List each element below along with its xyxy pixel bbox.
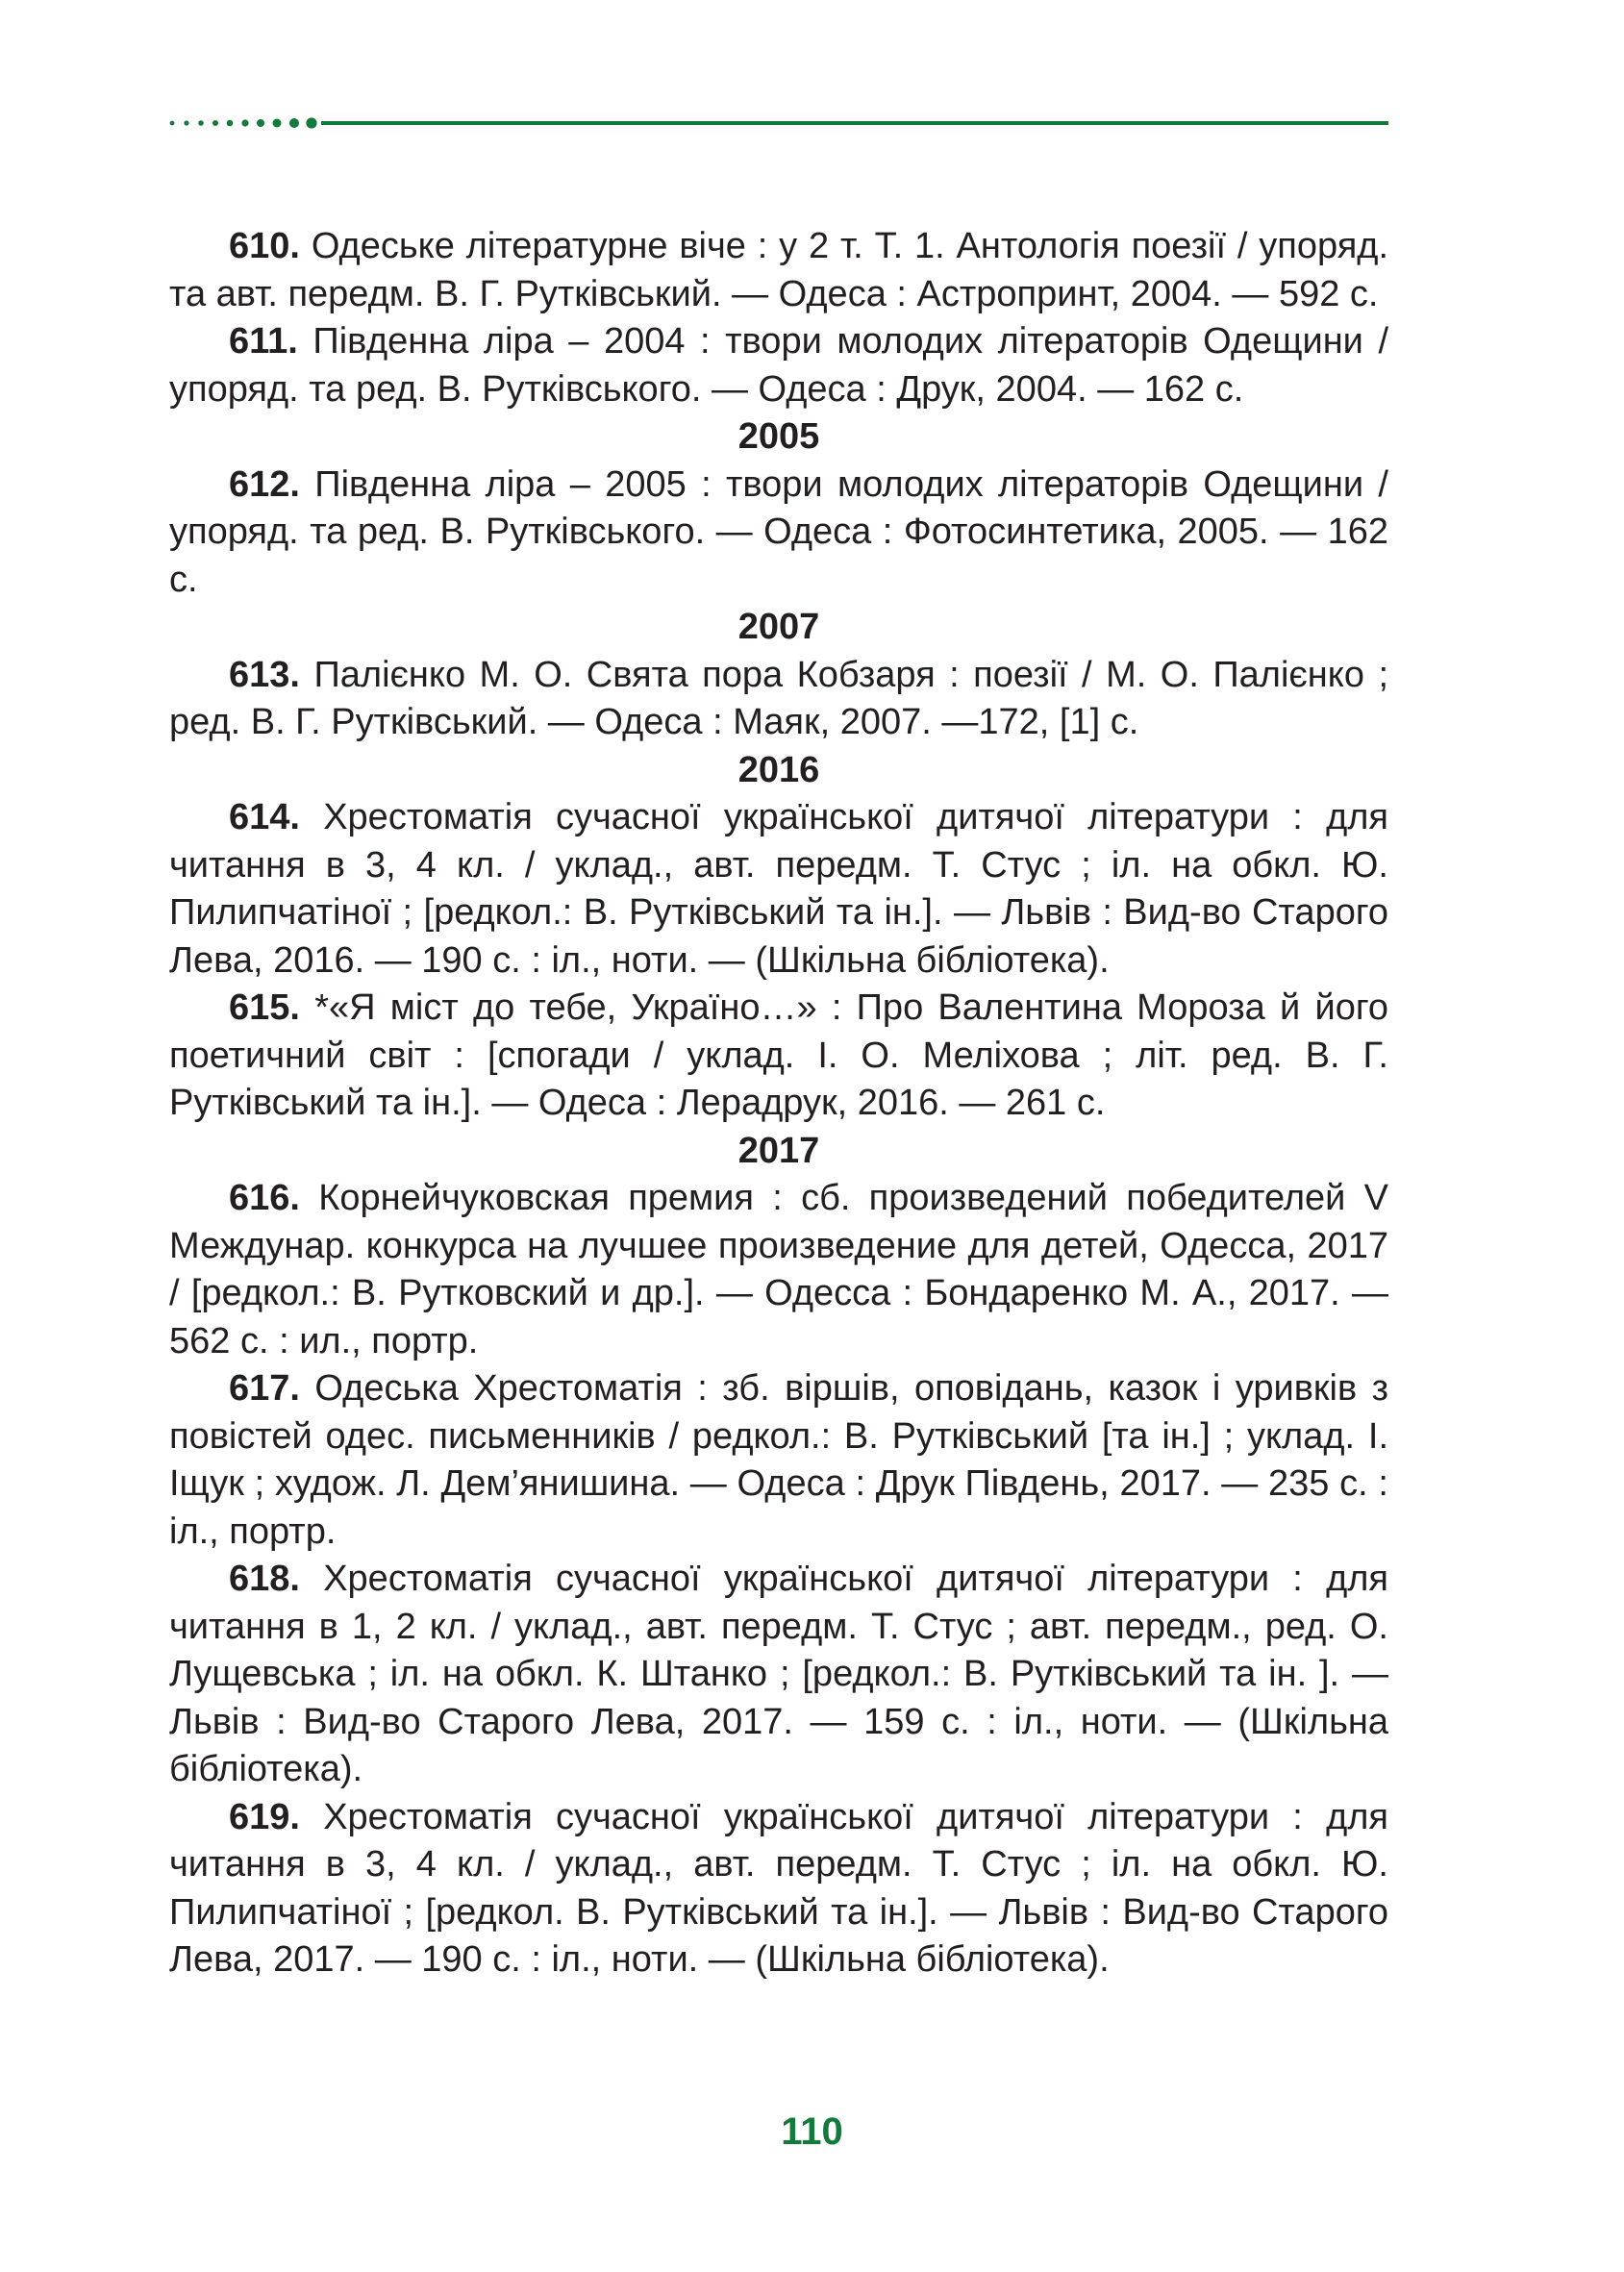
bibliography-entry [169, 1556, 1388, 1794]
year-heading: 2016 [737, 749, 820, 790]
year-heading: 2007 [737, 607, 820, 647]
entry-text: Хрестоматія сучасної української дитячої літератури : для читання в 3, 4 кл. / уклад., авт. передм. Т. Стус ; іл. на обкл. Ю. Пилипчатіної ; [редкол. В. Рутківський та ін.]. — Львів : Вид-во Старого Лева, 2017. — 190 с. : іл., ноти. — (Шкільна бібліотека). [169, 1796, 1388, 1980]
entry-number: 619. [229, 1796, 300, 1837]
bibliography-list [169, 223, 1388, 1985]
entry-text: Одеська Хрестоматія : зб. віршів, оповідань, казок і уривків з повістей одес. письменників / редкол.: В. Рутківський [та ін.] ; уклад. І. Іщук ; худож. Л. Дем’янишина. — Одеса : Друк Південь, 2017. — 235 с. : іл., портр. [169, 1368, 1389, 1552]
entry-number: 616. [229, 1178, 300, 1218]
entry-text: Південна ліра – 2004 : твори молодих літераторів Одещини / упоряд. та ред. В. Рутківського. — Одеса : Друк, 2004. — 162 с. [169, 321, 1388, 410]
entry-number: 613. [229, 654, 300, 695]
entry-number: 612. [229, 463, 300, 505]
bibliography-entry [169, 318, 1388, 413]
entry-text: Хрестоматія сучасної української дитячої літератури : для читання в 1, 2 кл. / уклад., авт. передм. Т. Стус ; авт. передм., ред. О. Лущевська ; іл. на обкл. К. Штанко ; [редкол.: В. Рутківський та ін. ]. — Львів : Вид-во Старого Лева, 2017. — 159 с. : іл., ноти. — (Шкільна бібліотека). [169, 1559, 1388, 1789]
entry-text: Одеське літературне віче : у 2 т. Т. 1. Антологія поезії / упоряд. та авт. передм. В. Г. Рутківський. — Одеса : Астропринт, 2004. — 592 с. [169, 226, 1388, 314]
page-number: 110 [781, 2110, 843, 2153]
dotted-rule-icon [169, 115, 1388, 131]
bibliography-entry [169, 652, 1388, 747]
entry-text: Палієнко М. О. Свята пора Кобзаря : поезії / М. О. Палiєнко ; ред. В. Г. Рутківський. — Одеса : Маяк, 2007. —172, [1] с. [169, 654, 1389, 742]
header-ornament-rule [169, 115, 1388, 131]
bibliography-entry [169, 462, 1388, 605]
bibliography-entry [169, 1175, 1388, 1365]
entry-number: 611. [229, 321, 298, 362]
bibliography-entry [169, 1365, 1388, 1556]
entry-number: 618. [229, 1559, 300, 1599]
bibliography-entry [169, 794, 1388, 985]
entry-text: Хрестоматія сучасної української дитячої літератури : для читання в 3, 4 кл. / уклад., авт. передм. Т. Стус ; іл. на обкл. Ю. Пилипчатіної ; [редкол.: В. Рутківський та ін.]. — Львів : Вид-во Старого Лева, 2016. — 190 с. : іл., ноти. — (Шкільна бібліотека). [169, 797, 1388, 981]
entry-number: 617. [229, 1368, 300, 1409]
entry-text: *«Я міст до тебе, Україно…» : Про Валентина Мороза й його поетичний світ : [спогади / уклад. І. О. Меліхова ; літ. ред. В. Г. Рутківський та ін.]. — Одеса : Лерадрук, 2016. — 261 с. [169, 987, 1388, 1123]
entry-number: 610. [229, 226, 300, 266]
bibliography-entry [169, 1794, 1388, 1985]
entry-number: 615. [229, 987, 300, 1028]
entry-text: Південна ліра – 2005 : твори молодих літераторів Одещини / упоряд. та ред. В. Рутківського. — Одеса : Фотосинтетика, 2005. — 162 с. [169, 463, 1388, 600]
entry-number: 614. [229, 797, 300, 837]
year-heading: 2005 [737, 416, 820, 457]
year-heading: 2017 [737, 1130, 820, 1171]
bibliography-entry [169, 985, 1388, 1128]
bibliography-entry [169, 223, 1388, 318]
entry-text: Корнейчуковская премия : сб. произведений победителей V Междунар. конкурса на лучшее произведение для детей, Одесса, 2017 / [редкол.: В. Рутковский и др.]. — Одесса : Бондаренко М. А., 2017. — 562 с. : ил., портр. [169, 1178, 1388, 1361]
